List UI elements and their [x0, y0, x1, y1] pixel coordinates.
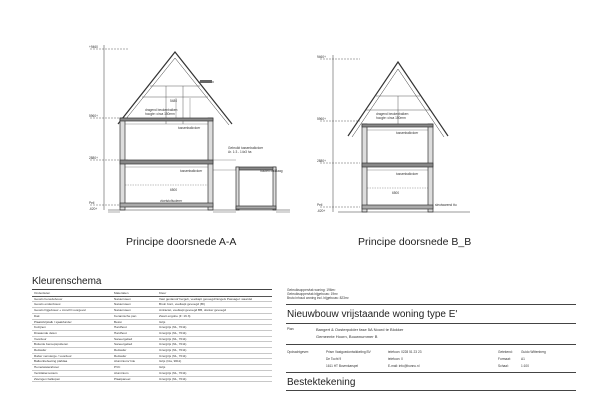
table-cell: Uzergrijs (NL, 7011) — [157, 325, 272, 331]
table-cell: Voordeur — [32, 336, 112, 342]
annotation: dragend beukenbalken — [376, 112, 409, 116]
client-line: 1611 HT Bovenkarspel — [326, 364, 359, 368]
table-cell: Hardhout — [112, 325, 157, 331]
table-cell: Grijs — [157, 365, 272, 371]
table-cell: Dak — [32, 313, 112, 319]
meta-value: A1 — [521, 357, 525, 361]
contact-line: telefoon: 0 — [388, 357, 403, 361]
table-cell: Gevels endenbouw — [32, 302, 112, 308]
table-cell: Keramische pan — [112, 313, 157, 319]
annotation: sleutwarend ttu — [435, 203, 457, 207]
area-info: Bruto inhoud woning incl. bijgebouw: 823m² — [287, 296, 349, 300]
level-label: 2880+ — [89, 156, 98, 160]
table-cell: Natuursteen — [112, 296, 157, 302]
level-label: +9460 — [89, 45, 98, 49]
table-row — [32, 376, 272, 382]
table-cell: Plaatsbrijstalk / sjaakfunder — [32, 319, 112, 325]
annotation: Ar. 1:3 - 14x3 ha — [228, 150, 252, 154]
table-cell: Uzergrijs (NL, 7011) — [157, 330, 272, 336]
annotation: tussenbalkvloer — [180, 169, 203, 173]
dimension-label: 5480 — [170, 99, 178, 103]
kleurenschema-title: Kleurenschema — [32, 276, 102, 287]
table-cell: Hemelwaterafvoer — [32, 365, 112, 371]
table-cell: Saneergelied — [112, 336, 157, 342]
meta-label: Formaat: — [498, 357, 511, 361]
level-label: 9460+ — [317, 55, 326, 59]
contact-line: E-mail: info@bunnu.nl — [388, 364, 420, 368]
annotation: Gebruikt tussenbalkvloer — [228, 146, 264, 150]
table-cell: Aluminium — [112, 370, 157, 376]
column-header: Materialen — [112, 291, 157, 296]
table-cell: Reitsafer — [112, 348, 157, 354]
annotation: tussenbalkvloer — [178, 126, 201, 130]
table-cell: Natuursteen — [112, 308, 157, 314]
level-label: 5960+ — [317, 117, 326, 121]
table-cell: Grijs — [157, 319, 272, 325]
level-label: 5960+ — [89, 114, 98, 118]
dimension-label: 6500 — [392, 191, 400, 195]
meta-value: Guido Wittenberg — [521, 350, 546, 354]
plan-line: Gemeente Hoorn, Bouwnummer B — [316, 334, 378, 339]
annotation: hoogte: circa 150mm — [376, 116, 406, 120]
table-cell: Saneergelied — [112, 342, 157, 348]
table-cell: Reitsafer — [32, 348, 112, 354]
section-b-drawing — [300, 0, 600, 260]
table-cell: Hardhout — [112, 330, 157, 336]
table-cell: Draaiende delen — [32, 330, 112, 336]
table-cell: Kozijnen — [32, 325, 112, 331]
client-line: De Tocht 9 — [326, 357, 342, 361]
client-line: Prism Vastgoedontwikkeling BV — [326, 350, 371, 354]
meta-label: Getekend: — [498, 350, 513, 354]
table-cell: Buitenle beroepspolieren — [32, 342, 112, 348]
table-cell: Balkonbefeeting plafdaa — [32, 359, 112, 365]
area-info: Gebruiksoppervlak bijgebouw: 19m² — [287, 292, 338, 296]
table-cell: Gevels benedebouw — [32, 296, 112, 302]
annotation: vloeistofisolerer — [160, 199, 183, 203]
section-a-title: Principe doorsnede A-A — [126, 236, 237, 248]
client-label: Opdrachtgever: — [287, 350, 309, 354]
table-cell: Antraciet, veelkapt gevoegd BB, donker gevoegd — [157, 308, 272, 314]
table-cell: Uzergrijs (NL, 7011) — [157, 342, 272, 348]
annotation: tussenbalkvloer — [396, 172, 419, 176]
divider — [286, 390, 576, 391]
table-cell: Aluminium/ Inle — [112, 359, 157, 365]
divider — [286, 304, 576, 305]
section-b-title: Principe doorsnede B_B — [358, 236, 472, 248]
annotation: hoogte: circa 150mm — [145, 112, 175, 116]
project-title: Nieuwbouw vrijstaande woning type E' — [287, 309, 458, 320]
meta-label: Schaal: — [498, 364, 509, 368]
level-label: 2880+ — [317, 159, 326, 163]
divider — [286, 344, 576, 345]
table-cell: Uzergrijs (NL, 7011) — [157, 348, 272, 354]
plan-label: Plan: — [287, 327, 295, 331]
table-cell: Raber vensterge / voordeur — [32, 353, 112, 359]
column-header: Kleur — [157, 291, 272, 296]
table-cell: Uzergrijs (NL, 7011) — [157, 353, 272, 359]
table-cell: Natuursteen — [112, 302, 157, 308]
level-label: -620+ — [89, 207, 98, 211]
area-info: Gebruiksoppervlak woning: 196m² — [287, 288, 336, 292]
dimension-label: 6500 — [170, 188, 178, 192]
plan-line: Bangert & Oosterpolder fase 5A Noord te Blokker — [316, 327, 404, 332]
table-cell: Vast gevlamd/ hergeb, veelkapt gevoegd/ Engels Passagel: waardel — [157, 296, 272, 302]
table-cell: Uzergrijs (NL, 7011) — [157, 336, 272, 342]
drawing-type: Bestektekening — [287, 377, 356, 388]
level-label: Peil — [89, 201, 95, 205]
divider — [286, 372, 576, 373]
table-cell: Reitsafer — [112, 353, 157, 359]
table-cell: Grijs (Cia, 9611) — [157, 359, 272, 365]
contact-line: telefoon: 0228 51 23 23 — [388, 350, 422, 354]
divider — [286, 323, 576, 324]
table-cell: Uzergrijs (NL, 7011) — [157, 376, 272, 382]
level-label: Peil — [317, 203, 323, 207]
column-header: Onderdelen — [32, 291, 112, 296]
table-cell: Zwart engobe (F: 16.3) — [157, 313, 272, 319]
table-cell: PVC — [112, 365, 157, 371]
annotation: dragend beukenbalken — [145, 108, 178, 112]
annotation: houten balklaag — [260, 169, 283, 173]
annotation: tussenbalkvloer — [396, 131, 419, 135]
table-cell: Ventilatieroosters — [32, 370, 112, 376]
table-cell: Bruin bont, veelkapt gevoegd (BI) — [157, 302, 272, 308]
level-label: -620+ — [317, 209, 326, 213]
table-cell: Gevels hijgebouw + zonvrill voorgevel — [32, 308, 112, 314]
divider — [32, 289, 272, 290]
meta-value: 1:100 — [521, 364, 529, 368]
table-cell: Plaatpaneel — [112, 376, 157, 382]
section-a-drawing — [0, 0, 300, 260]
table-cell: Zavingen balkopen — [32, 376, 112, 382]
table-cell: Uzergrijs (NL, 7011) — [157, 370, 272, 376]
table-cell: Beton — [112, 319, 157, 325]
color-scheme-table — [32, 291, 272, 382]
